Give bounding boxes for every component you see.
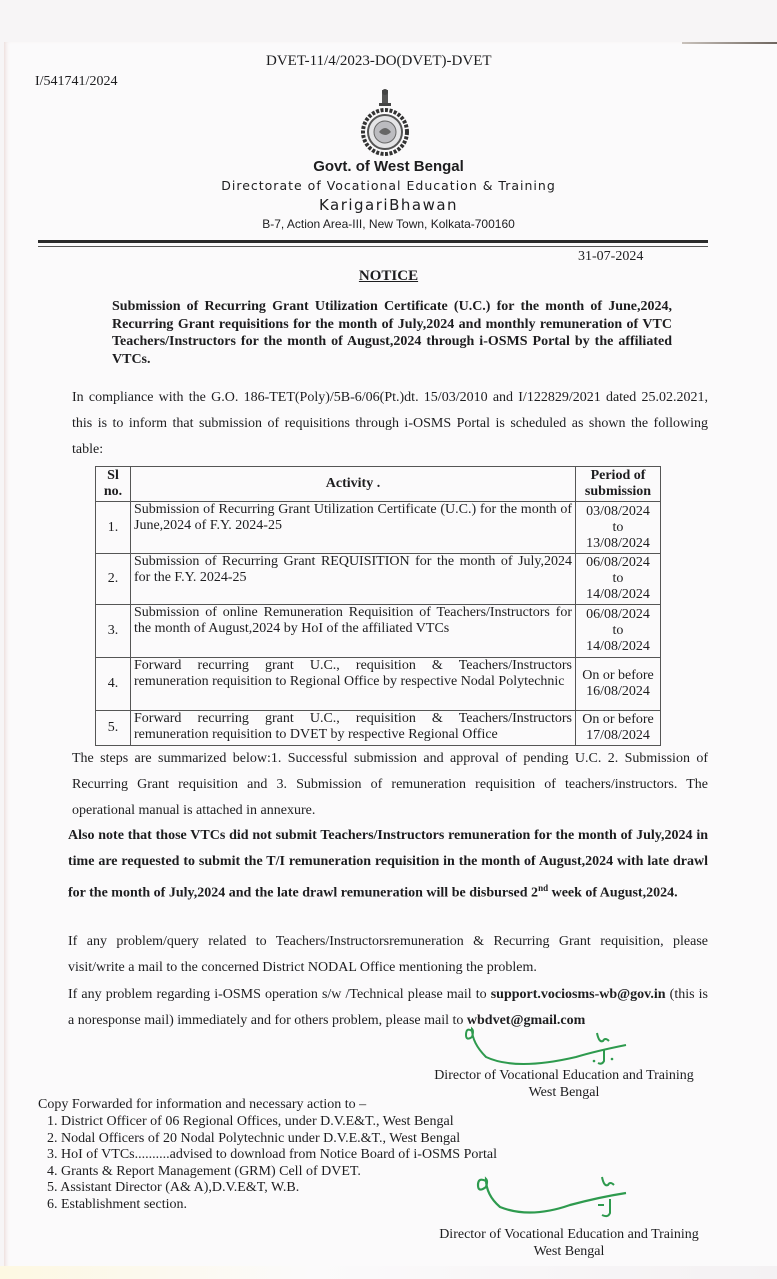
intro-paragraph: In compliance with the G.O. 186-TET(Poly)/5B-6/06(Pt.)dt. 15/03/2010 and I/122829/2021 dated 25.02.2021, this is to inform that submission of requisitions through i-OSMS Portal is scheduled as shown the following table: (72, 390, 708, 457)
header-period: Period of submission (576, 467, 661, 502)
state-emblem-icon (357, 88, 413, 156)
row-activity: Submission of Recurring Grant Utilization Certificate (U.C.) for the month of June,2024 of F.Y. 2024-25 (131, 502, 576, 554)
row-sl: 4. (96, 658, 131, 711)
row-activity: Submission of online Remuneration Requisition of Teachers/Instructors for the month of August,2024 by HoI of the affiliated VTCs (131, 605, 576, 658)
period-to: 17/08/2024 (586, 728, 650, 743)
list-item: 5. Assistant Director (A& A),D.V.E&T, W.B. (47, 1180, 300, 1195)
period-from: On or before (582, 712, 654, 727)
row-period (576, 502, 661, 554)
copy-forwarded-heading: Copy Forwarded for information and necessary action to – (38, 1097, 367, 1112)
memo-number: I/541741/2024 (35, 74, 118, 89)
header-divider-thick (38, 240, 708, 243)
header-activity: Activity . (131, 467, 576, 502)
tech-text-mid: (this is a noresponse mail) immediately and for others problem, please mail to (68, 987, 708, 1028)
period-from: 06/08/2024 (586, 555, 650, 570)
row-activity: Forward recurring grant U.C., requisition & Teachers/Instructors remuneration requisition to Regional Office by respective Nodal Polytechnic (131, 658, 576, 711)
building-name: KarigariBhawan (318, 196, 459, 214)
table-row (96, 658, 661, 711)
govt-heading: Govt. of West Bengal (313, 158, 464, 175)
list-item: 3. HoI of VTCs..........advised to download from Notice Board of i-OSMS Portal (47, 1147, 498, 1162)
signatory-title: Director of Vocational Education and Training (434, 1068, 694, 1083)
list-item: 1. District Officer of 06 Regional Offices, under D.V.E&T., West Bengal (47, 1114, 454, 1129)
period-from: 06/08/2024 (586, 607, 650, 622)
signature-block-2 (424, 1226, 714, 1260)
signature-mark-icon (470, 1175, 635, 1225)
scan-bottom-edge (0, 1266, 777, 1279)
table-row (96, 711, 661, 746)
page-edge-shadow (682, 42, 777, 44)
schedule-table (95, 466, 661, 746)
copy-forwarded-list (47, 1114, 497, 1213)
support-email-link[interactable]: support.vociosms-wb@gov.in (490, 987, 666, 1002)
late-note-text-end: week of August,2024. (548, 885, 678, 901)
tech-text: If any problem regarding i-OSMS operation s/w /Technical please mail to (68, 987, 491, 1002)
row-activity: Forward recurring grant U.C., requisition & Teachers/Instructors remuneration requisition to DVET by respective Regional Office (131, 711, 576, 746)
period-to: 14/08/2024 (586, 587, 650, 602)
notice-date: 31-07-2024 (578, 249, 644, 264)
query-paragraph: If any problem/query related to Teachers/Instructorsremuneration & Recurring Grant requisition, please visit/write a mail to the concerned District NODAL Office mentioning the problem. (68, 934, 708, 975)
row-sl: 3. (96, 605, 131, 658)
office-address: B-7, Action Area-III, New Town, Kolkata-700160 (262, 217, 515, 231)
row-period (576, 554, 661, 605)
period-separator: to (612, 571, 624, 586)
table-row (96, 554, 661, 605)
row-sl: 2. (96, 554, 131, 605)
list-item: 2. Nodal Officers of 20 Nodal Polytechnic under D.V.E.&T., West Bengal (47, 1130, 461, 1146)
row-period (576, 711, 661, 746)
row-sl: 1. (96, 502, 131, 554)
notice-subject: Submission of Recurring Grant Utilization Certificate (U.C.) for the month of June,2024, Recurring Grant requisitions for the month of July,2024 and monthly remuneration of VTC Teachers/Instructors for the month of August,2024 through i-OSMS Portal by the affiliated VTCs. (112, 299, 672, 367)
row-period (576, 658, 661, 711)
steps-paragraph: The steps are summarized below:1. Successful submission and approval of pending U.C. 2. Submission of Recurring Grant requisition and 3. Submission of remuneration requisition of teachers/instructors. The operational manual is attached in annexure. (72, 751, 708, 818)
list-item: 4. Grants & Report Management (GRM) Cell of DVET. (47, 1163, 361, 1179)
late-note-text: Also note that those VTCs did not submit Teachers/Instructors remuneration for the month of July,2024 in time are requested to submit the T/I remuneration requisition in the month of August,2024 with late drawl for the month of July,2024 and the late drawl remuneration will be disbursed 2 (68, 828, 708, 901)
list-item: 6. Establishment section. (47, 1196, 187, 1212)
signatory-state: West Bengal (533, 1244, 605, 1259)
header-divider-thin (38, 246, 708, 247)
signatory-state: West Bengal (528, 1085, 600, 1100)
period-separator: to (612, 623, 624, 638)
period-separator: to (612, 519, 624, 535)
row-sl: 5. (96, 711, 131, 746)
row-period (576, 605, 661, 658)
period-from: 03/08/2024 (586, 503, 650, 519)
table-header-row (96, 467, 661, 502)
directorate-name: Directorate of Vocational Education & Training (221, 178, 556, 193)
ordinal-suffix: nd (538, 883, 549, 893)
header-sl-no: Sl no. (96, 467, 131, 502)
file-reference: DVET-11/4/2023-DO(DVET)-DVET (266, 53, 492, 69)
period-from: On or before (582, 668, 654, 683)
table-row (96, 502, 661, 554)
period-to: 14/08/2024 (586, 639, 650, 654)
table-row (96, 605, 661, 658)
dvet-email-link[interactable]: wbdvet@gmail.com (466, 1013, 586, 1028)
late-drawl-note (68, 823, 708, 907)
signatory-title: Director of Vocational Education and Training (439, 1227, 699, 1242)
period-to: 13/08/2024 (586, 535, 650, 551)
row-activity: Submission of Recurring Grant REQUISITION for the month of July,2024 for the F.Y. 2024-25 (131, 554, 576, 605)
signature-block-1 (414, 1067, 714, 1101)
period-to: 16/08/2024 (586, 684, 650, 699)
notice-title: NOTICE (358, 268, 419, 284)
